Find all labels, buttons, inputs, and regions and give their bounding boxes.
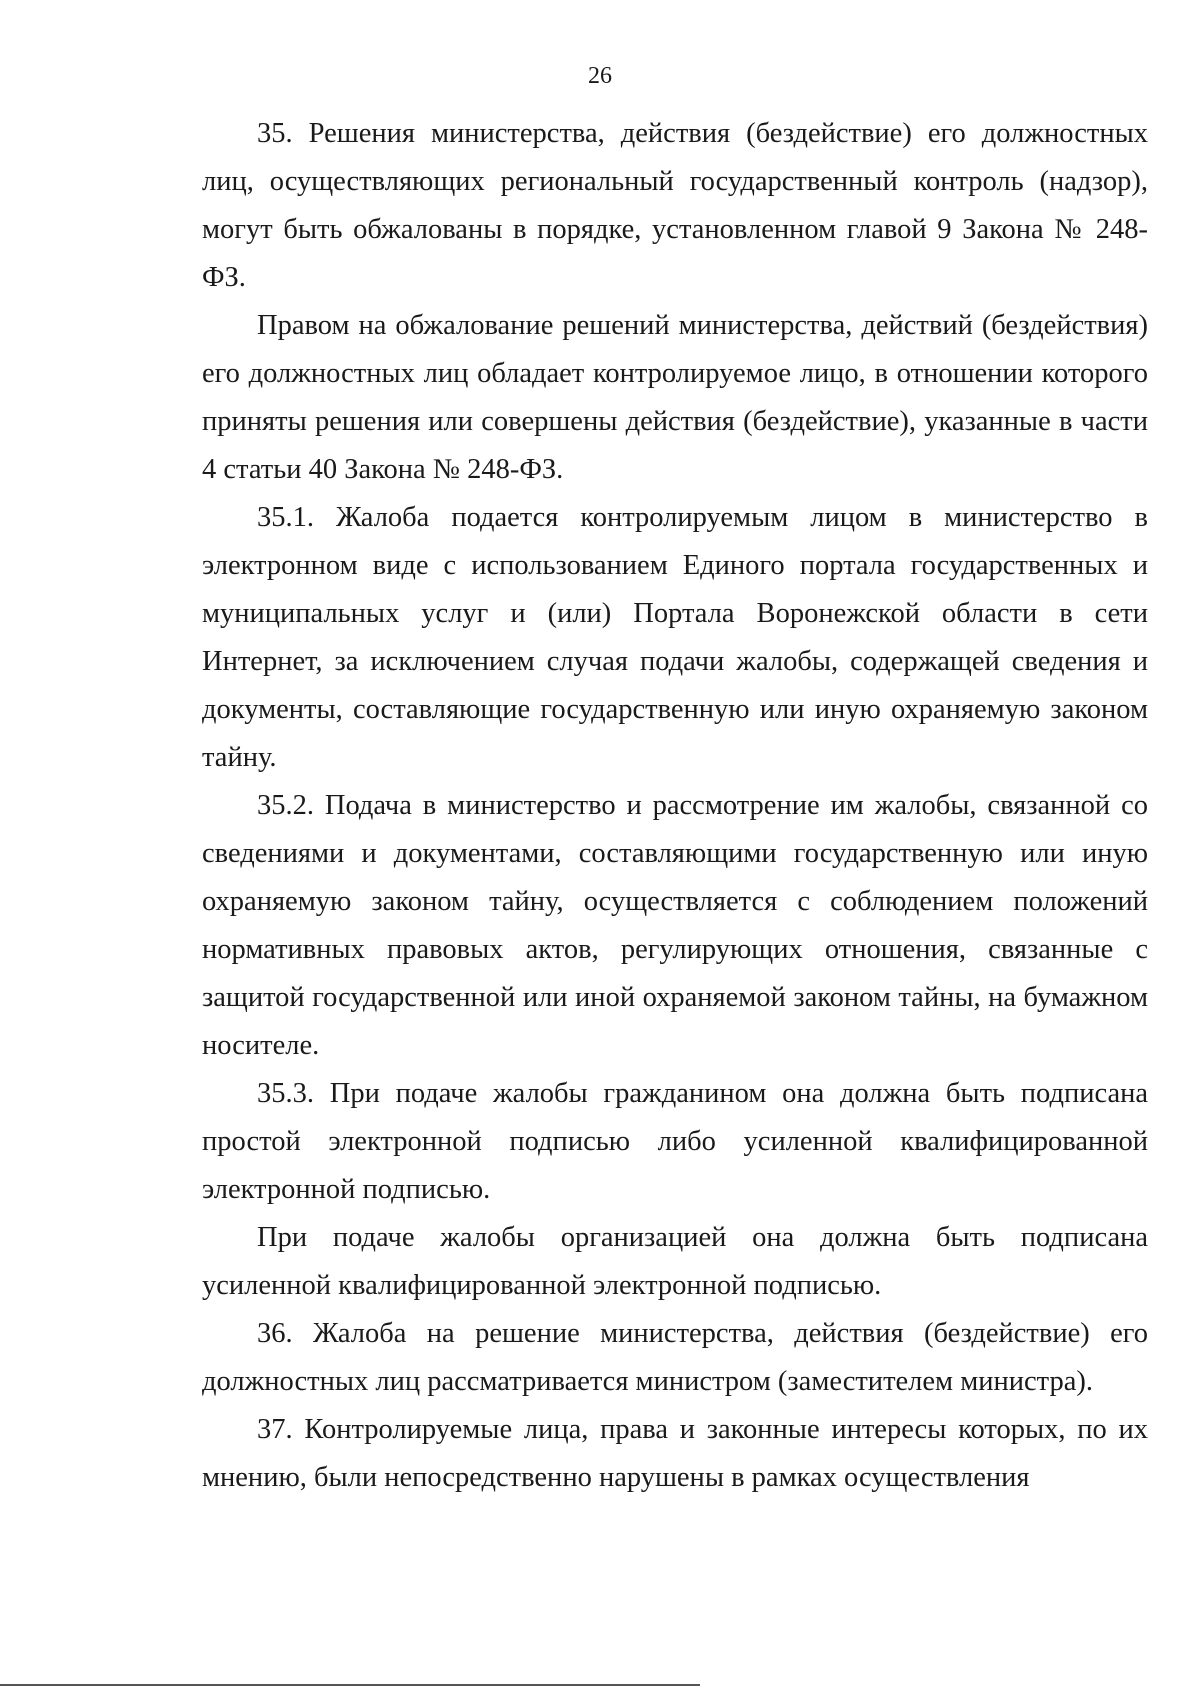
paragraph-37: 37. Контролируемые лица, права и законные интересы которых, по их мнению, были непосредственно нарушены в рамках осуществления <box>202 1414 1148 1493</box>
paragraph-35: 35. Решения министерства, действия (бездействие) его должностных лиц, осуществляющих региональный государственный контроль (надзор), могут быть обжалованы в порядке, установленном главой 9 Закона № 248-ФЗ. <box>202 118 1148 293</box>
paragraph-35-2: 35.2. Подача в министерство и рассмотрение им жалобы, связанной со сведениями и документами, составляющими государственную или иную охраняемую законом тайну, осуществляется с соблюдением положений нормативных правовых актов, регулирующих отношения, связанные с защитой государственной или иной охраняемой законом тайны, на бумажном носителе. <box>202 790 1148 1061</box>
bottom-scan-edge <box>0 1684 700 1686</box>
paragraph-35-appeal-right: Правом на обжалование решений министерства, действий (бездействия) его должностных лиц обладает контролируемое лицо, в отношении которого приняты решения или совершены действия (бездействие), указанные в части 4 статьи 40 Закона № 248-ФЗ. <box>202 310 1148 485</box>
page-number: 26 <box>588 63 612 89</box>
paragraph-36: 36. Жалоба на решение министерства, действия (бездействие) его должностных лиц рассматривается министром (заместителем министра). <box>202 1318 1148 1397</box>
paragraph-35-3: 35.3. При подаче жалобы гражданином она должна быть подписана простой электронной подписью либо усиленной квалифицированной электронной подписью. <box>202 1078 1148 1205</box>
paragraph-35-3-organization: При подаче жалобы организацией она должна быть подписана усиленной квалифицированной электронной подписью. <box>202 1222 1148 1301</box>
paragraph-35-1: 35.1. Жалоба подается контролируемым лицом в министерство в электронном виде с использованием Единого портала государственных и муниципальных услуг и (или) Портала Воронежской области в сети Интернет, за исключением случая подачи жалобы, содержащей сведения и документы, составляющие государственную или иную охраняемую законом тайну. <box>202 502 1148 773</box>
document-body <box>202 110 1148 1502</box>
